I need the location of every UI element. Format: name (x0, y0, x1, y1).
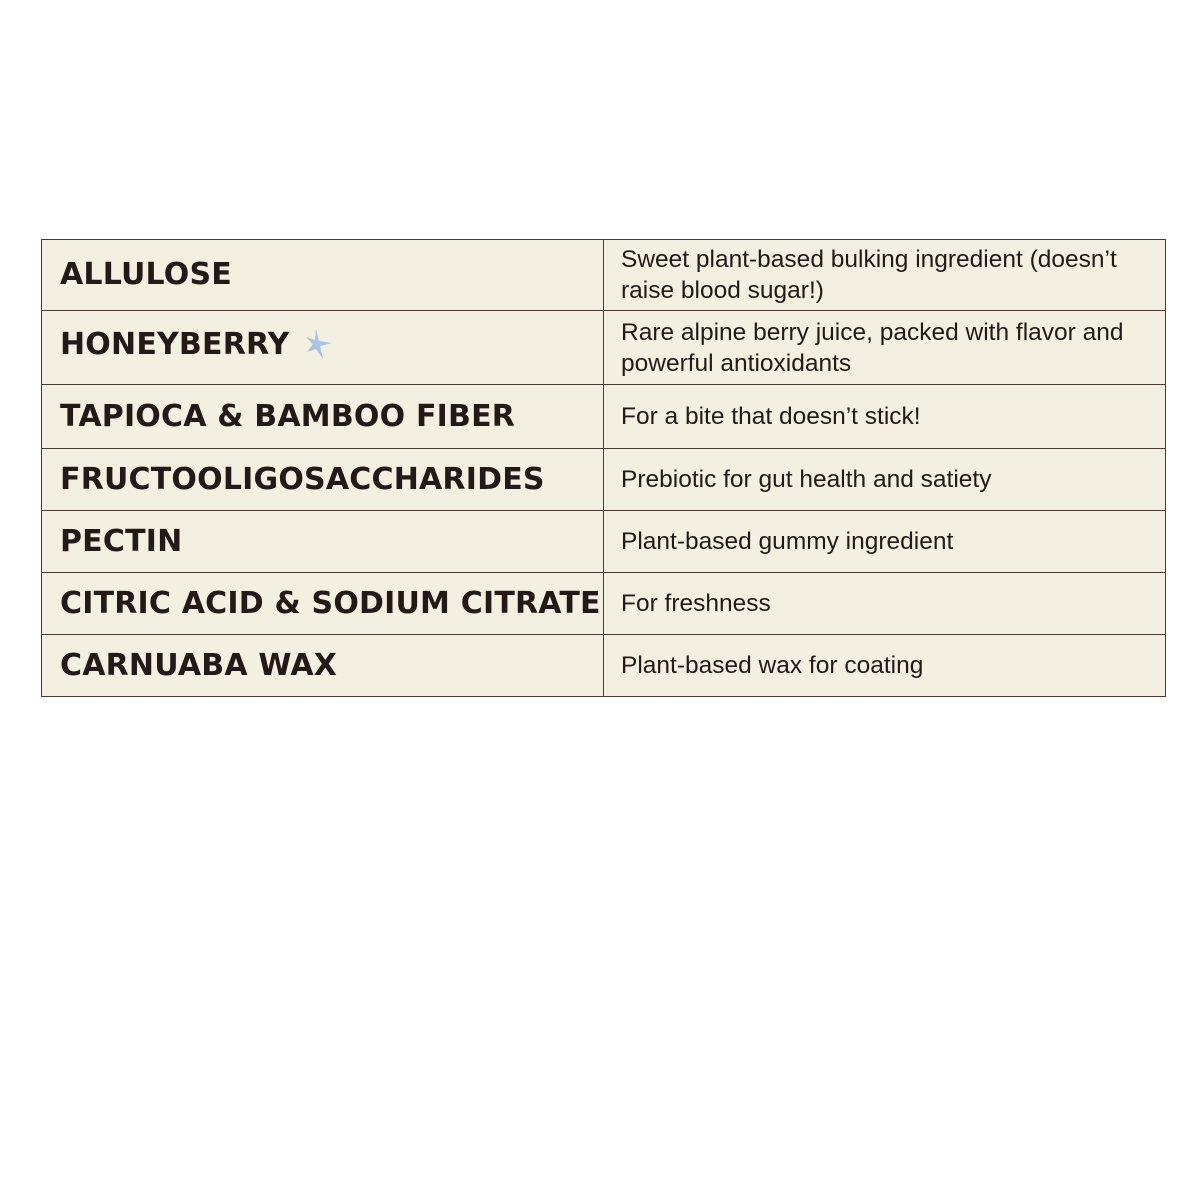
ingredient-description-cell (604, 240, 1166, 311)
ingredient-name: FRUCTOOLIGOSACCHARIDES (60, 461, 545, 497)
ingredient-description: Rare alpine berry juice, packed with flavor and powerful antioxidants (621, 318, 1124, 377)
ingredient-name-cell (42, 240, 604, 311)
ingredient-description: Plant-based gummy ingredient (621, 528, 954, 555)
table-row (42, 635, 1166, 697)
star-icon (304, 328, 334, 365)
table-row (42, 511, 1166, 573)
table-row (42, 573, 1166, 635)
ingredient-description: Sweet plant-based bulking ingredient (doesn’t raise blood sugar!) (621, 246, 1117, 304)
ingredient-description-cell (604, 311, 1166, 385)
ingredient-description-cell (604, 449, 1166, 511)
ingredient-description: For a bite that doesn’t stick! (621, 403, 921, 430)
ingredient-name-cell (42, 573, 604, 635)
ingredient-description-cell (604, 573, 1166, 635)
ingredient-name: TAPIOCA & BAMBOO FIBER (60, 398, 516, 434)
table-row (42, 240, 1166, 311)
ingredient-description-cell (604, 635, 1166, 697)
ingredient-name-cell (42, 385, 604, 449)
table-row (42, 311, 1166, 385)
ingredient-name: CITRIC ACID & SODIUM CITRATE (60, 585, 601, 621)
ingredients-table (41, 239, 1166, 697)
ingredient-name-cell (42, 311, 604, 385)
ingredient-name-cell (42, 511, 604, 573)
ingredient-name: HONEYBERRY (60, 326, 290, 362)
ingredient-name: PECTIN (60, 523, 183, 559)
ingredient-name: CARNUABA WAX (60, 647, 338, 683)
ingredient-description: Plant-based wax for coating (621, 652, 924, 679)
table-row (42, 385, 1166, 449)
ingredient-description-cell (604, 385, 1166, 449)
ingredient-description: For freshness (621, 590, 771, 617)
ingredient-name-cell (42, 449, 604, 511)
ingredient-description: Prebiotic for gut health and satiety (621, 466, 992, 493)
ingredient-description-cell (604, 511, 1166, 573)
ingredient-name: ALLULOSE (60, 257, 232, 292)
ingredient-name-cell (42, 635, 604, 697)
table-row (42, 449, 1166, 511)
